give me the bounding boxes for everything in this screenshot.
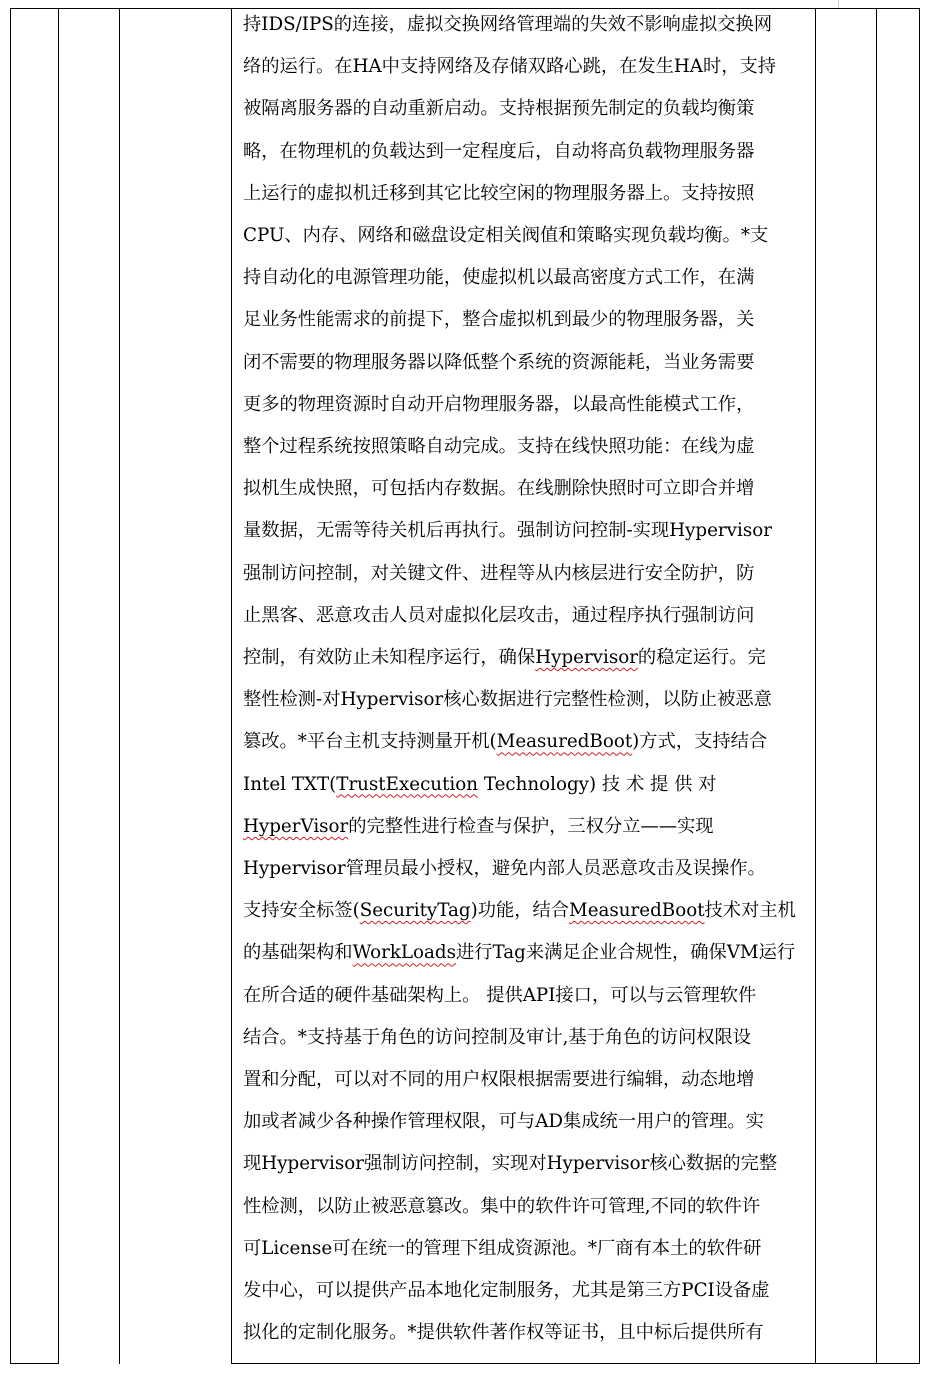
text-run: )方式，支持结合 bbox=[632, 731, 768, 753]
text-run: )功能，结合 bbox=[470, 900, 570, 922]
text-line bbox=[243, 1318, 809, 1348]
text-line bbox=[243, 94, 809, 124]
spellcheck-underlined-word: Hypervisor bbox=[535, 647, 638, 668]
text-run: 发中心，可以提供产品本地化定制服务，尤其是第三方PCI设备虚 bbox=[243, 1280, 770, 1301]
text-line bbox=[243, 474, 809, 504]
text-line bbox=[243, 643, 809, 673]
text-run: 在所合适的硬件基础架构上。 提供API接口，可以与云管理软件 bbox=[243, 984, 757, 1006]
text-line bbox=[243, 263, 809, 293]
text-line bbox=[243, 305, 809, 335]
text-run: 结合。*支持基于角色的访问控制及审计,基于角色的访问权限设 bbox=[243, 1026, 752, 1048]
text-line bbox=[243, 1234, 809, 1264]
text-line bbox=[243, 938, 809, 968]
text-run: 足业务性能需求的前提下，整合虚拟机到最少的物理服务器，关 bbox=[243, 309, 755, 331]
table-left-border bbox=[10, 8, 11, 1364]
text-run: 被隔离服务器的自动重新启动。支持根据预先制定的负载均衡策 bbox=[243, 98, 755, 120]
spellcheck-underlined-word: WorkLoads bbox=[352, 942, 456, 964]
text-run: CPU、内存、网络和磁盘设定相关阀值和策略实现负载均衡。*支 bbox=[243, 225, 769, 246]
text-run: 进行Tag来满足企业合规性，确保VM运行 bbox=[455, 942, 796, 964]
text-line bbox=[243, 1192, 809, 1222]
text-line bbox=[243, 390, 809, 420]
text-line bbox=[243, 348, 809, 378]
text-line bbox=[243, 432, 809, 462]
col-divider-5 bbox=[876, 8, 877, 1364]
text-run: 络的运行。在HA中支持网络及存储双路心跳，在发生HA时，支持 bbox=[243, 56, 777, 78]
text-run: 控制，有效防止未知程序运行，确保 bbox=[243, 647, 536, 668]
spellcheck-underlined-word: MeasuredBoot bbox=[496, 731, 633, 753]
text-run: 量数据，无需等待关机后再执行。强制访问控制-实现Hypervisor bbox=[243, 520, 772, 542]
text-run: 的稳定运行。完 bbox=[637, 647, 766, 668]
text-line bbox=[243, 1149, 809, 1179]
text-run: 更多的物理资源时自动开启物理服务器，以最高性能模式工作， bbox=[243, 393, 755, 415]
text-run: 闭不需要的物理服务器以降低整个系统的资源能耗，当业务需要 bbox=[243, 351, 755, 373]
text-line bbox=[243, 685, 809, 715]
text-line bbox=[243, 179, 809, 209]
text-run: Hypervisor管理员最小授权，避免内部人员恶意攻击及误操作。 bbox=[243, 858, 766, 879]
table-bottom-border-right bbox=[231, 1363, 920, 1364]
text-line bbox=[243, 601, 809, 631]
text-run: Intel TXT( bbox=[243, 773, 337, 795]
text-run: 加或者减少各种操作管理权限，可与AD集成统一用户的管理。实 bbox=[243, 1111, 764, 1133]
table-right-border bbox=[919, 8, 920, 1364]
text-run: 置和分配，可以对不同的用户权限根据需要进行编辑，动态地增 bbox=[243, 1069, 755, 1090]
text-line bbox=[243, 516, 809, 546]
text-run: 略，在物理机的负载达到一定程度后，自动将高负载物理服务器 bbox=[243, 140, 755, 162]
text-line bbox=[243, 896, 809, 926]
text-line bbox=[243, 137, 809, 167]
text-run: 上运行的虚拟机迁移到其它比较空闲的物理服务器上。支持按照 bbox=[243, 182, 755, 204]
col-divider-4 bbox=[815, 8, 816, 1364]
col-divider-1 bbox=[58, 8, 59, 1364]
spellcheck-underlined-word: HyperVisor bbox=[243, 815, 349, 837]
text-line bbox=[243, 854, 809, 884]
table-bottom-border-left bbox=[10, 1363, 58, 1364]
text-run: 现Hypervisor强制访问控制，实现对Hypervisor核心数据的完整 bbox=[243, 1153, 778, 1175]
text-run: 篡改。*平台主机支持测量开机( bbox=[243, 731, 497, 753]
text-run: 技术对主机 bbox=[704, 900, 796, 922]
text-run: 拟机生成快照，可包括内存数据。在线删除快照时可立即合并增 bbox=[243, 478, 755, 500]
spec-text-cell bbox=[243, 10, 813, 1360]
text-run: 的基础架构和 bbox=[243, 942, 353, 964]
text-run: 性检测，以防止被恶意篡改。集中的软件许可管理,不同的软件许 bbox=[243, 1195, 761, 1217]
text-line bbox=[243, 52, 809, 82]
spellcheck-underlined-word: SecurityTag bbox=[359, 900, 471, 922]
text-run: 持自动化的电源管理功能，使虚拟机以最高密度方式工作，在满 bbox=[243, 267, 755, 289]
text-run: Technology) 技 术 提 供 对 bbox=[478, 773, 717, 795]
text-line bbox=[243, 1276, 809, 1306]
text-line bbox=[243, 770, 809, 800]
text-line bbox=[243, 221, 809, 251]
text-run: 强制访问控制，对关键文件、进程等从内核层进行安全防护，防 bbox=[243, 562, 755, 584]
text-run: 的完整性进行检查与保护，三权分立——实现 bbox=[348, 815, 714, 837]
text-line bbox=[243, 981, 809, 1011]
col-divider-2 bbox=[119, 8, 120, 1364]
page-edge-mark bbox=[838, 0, 839, 8]
col-divider-3 bbox=[231, 8, 232, 1364]
text-line bbox=[243, 559, 809, 589]
text-line bbox=[243, 1065, 809, 1095]
text-run: 止黑客、恶意攻击人员对虚拟化层攻击，通过程序执行强制访问 bbox=[243, 604, 755, 626]
text-run: 持IDS/IPS的连接，虚拟交换网络管理端的失效不影响虚拟交换网 bbox=[243, 14, 773, 35]
text-run: 可License可在统一的管理下组成资源池。*厂商有本土的软件研 bbox=[243, 1237, 762, 1259]
text-line bbox=[243, 812, 809, 842]
spellcheck-underlined-word: MeasuredBoot bbox=[569, 900, 705, 922]
text-line bbox=[243, 1107, 809, 1137]
text-run: 支持安全标签( bbox=[243, 900, 360, 922]
table-top-border bbox=[10, 8, 920, 9]
text-line bbox=[243, 10, 809, 40]
text-run: 拟化的定制化服务。*提供软件著作权等证书，且中标后提供所有 bbox=[243, 1322, 764, 1344]
text-run: 整个过程系统按照策略自动完成。支持在线快照功能：在线为虚 bbox=[243, 436, 755, 457]
text-line bbox=[243, 727, 809, 757]
spellcheck-underlined-word: TrustExecution bbox=[336, 773, 479, 795]
text-run: 整性检测-对Hypervisor核心数据进行完整性检测，以防止被恶意 bbox=[243, 689, 772, 711]
text-line bbox=[243, 1023, 809, 1053]
